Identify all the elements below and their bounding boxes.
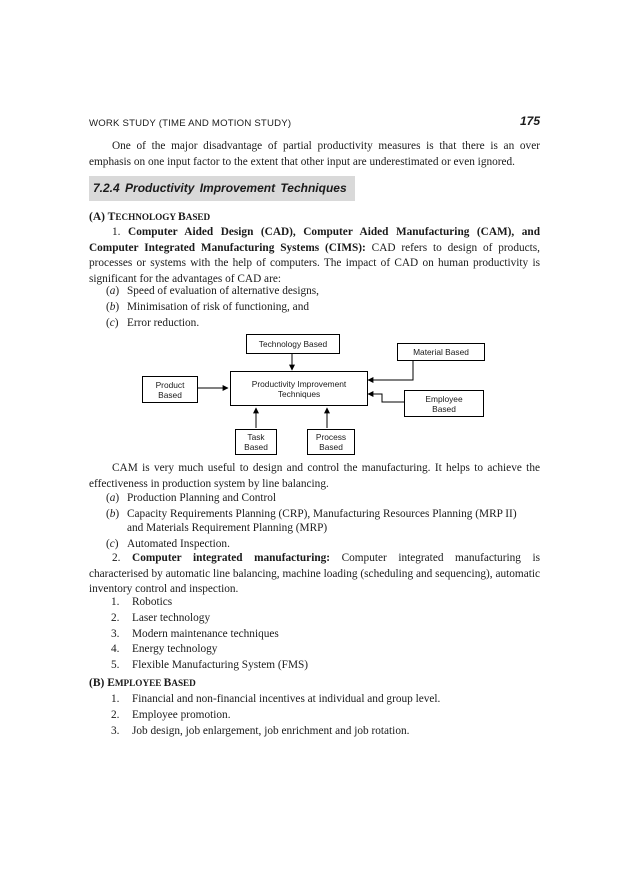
list-item: 1. Financial and non-financial incentives at individual and group level.: [111, 693, 441, 705]
list-item: 1. Robotics: [111, 596, 173, 608]
page-number: 175: [519, 114, 540, 128]
list-item: 3. Modern maintenance techniques: [111, 628, 279, 640]
technology-based-box: Technology Based: [246, 334, 340, 354]
list-item: (c) Error reduction.: [106, 317, 200, 329]
cad-paragraph-lead: Computer Aided Design (CAD), Computer Aided Manufacturing (CAM), and Computer Integrated Manufacturing Systems (CIMS):: [89, 226, 540, 254]
list-item: 5. Flexible Manufacturing System (FMS): [111, 659, 309, 671]
running-header: [89, 114, 540, 130]
list-item: 3. Job design, job enlargement, job enrichment and job rotation.: [111, 725, 410, 737]
section-heading: [89, 176, 355, 201]
cim-paragraph-lead: Computer integrated manufacturing:: [132, 552, 331, 564]
cim-paragraph: 2. Computer integrated manufacturing: Computer integrated manufacturing is characterised by automatic line balancing, machine loading (scheduling and sequencing), automatic inventory control and inspection.: [89, 552, 540, 595]
running-title: WORK STUDY (TIME AND MOTION STUDY): [89, 118, 292, 129]
technology-based-heading: (A) TECHNOLOGY BASED: [89, 211, 211, 223]
list-item: (a) Speed of evaluation of alternative designs,: [106, 285, 319, 297]
material-arrow: [368, 361, 413, 380]
section-title: Productivity Improvement Techniques: [125, 181, 347, 195]
employee-arrow: [368, 394, 404, 402]
list-item: (b) Minimisation of risk of functioning, and: [106, 301, 309, 313]
material-based-box: Material Based: [397, 343, 485, 361]
task-based-box: Task Based: [235, 429, 277, 455]
list-item: (b) Capacity Requirements Planning (CRP), Manufacturing Resources Planning (MRP II): [106, 508, 517, 520]
cad-paragraph: 1. Computer Aided Design (CAD), Computer Aided Manufacturing (CAM), and Computer Integrated Manufacturing Systems (CIMS): CAD refers to design of products, processes or systems with the help of computers. The impact of CAD on human productivity is significant for the advantages of CAD are:: [89, 226, 540, 285]
productivity-techniques-box: Productivity Improvement Techniques: [230, 371, 368, 406]
list-item: (c) Automated Inspection.: [106, 538, 230, 550]
employee-based-heading: (B) EMPLOYEE BASED: [89, 677, 196, 689]
list-item: 2. Laser technology: [111, 612, 211, 624]
list-item: 4. Energy technology: [111, 643, 218, 655]
list-item: 2. Employee promotion.: [111, 709, 231, 721]
employee-based-box: Employee Based: [404, 390, 484, 417]
intro-paragraph: One of the major disadvantage of partial productivity measures is that there is an over emphasis on one input factor to the extent that other input are underestimated or even ignored.: [89, 140, 540, 168]
process-based-box: Process Based: [307, 429, 355, 455]
cam-paragraph: CAM is very much useful to design and control the manufacturing. It helps to achieve the effectiveness in production system by line balancing.: [89, 462, 540, 490]
list-item: (a) Production Planning and Control: [106, 492, 277, 504]
list-item-continuation: and Materials Requirement Planning (MRP): [127, 522, 328, 534]
product-based-box: Product Based: [142, 376, 198, 403]
section-number: 7.2.4: [93, 181, 120, 195]
